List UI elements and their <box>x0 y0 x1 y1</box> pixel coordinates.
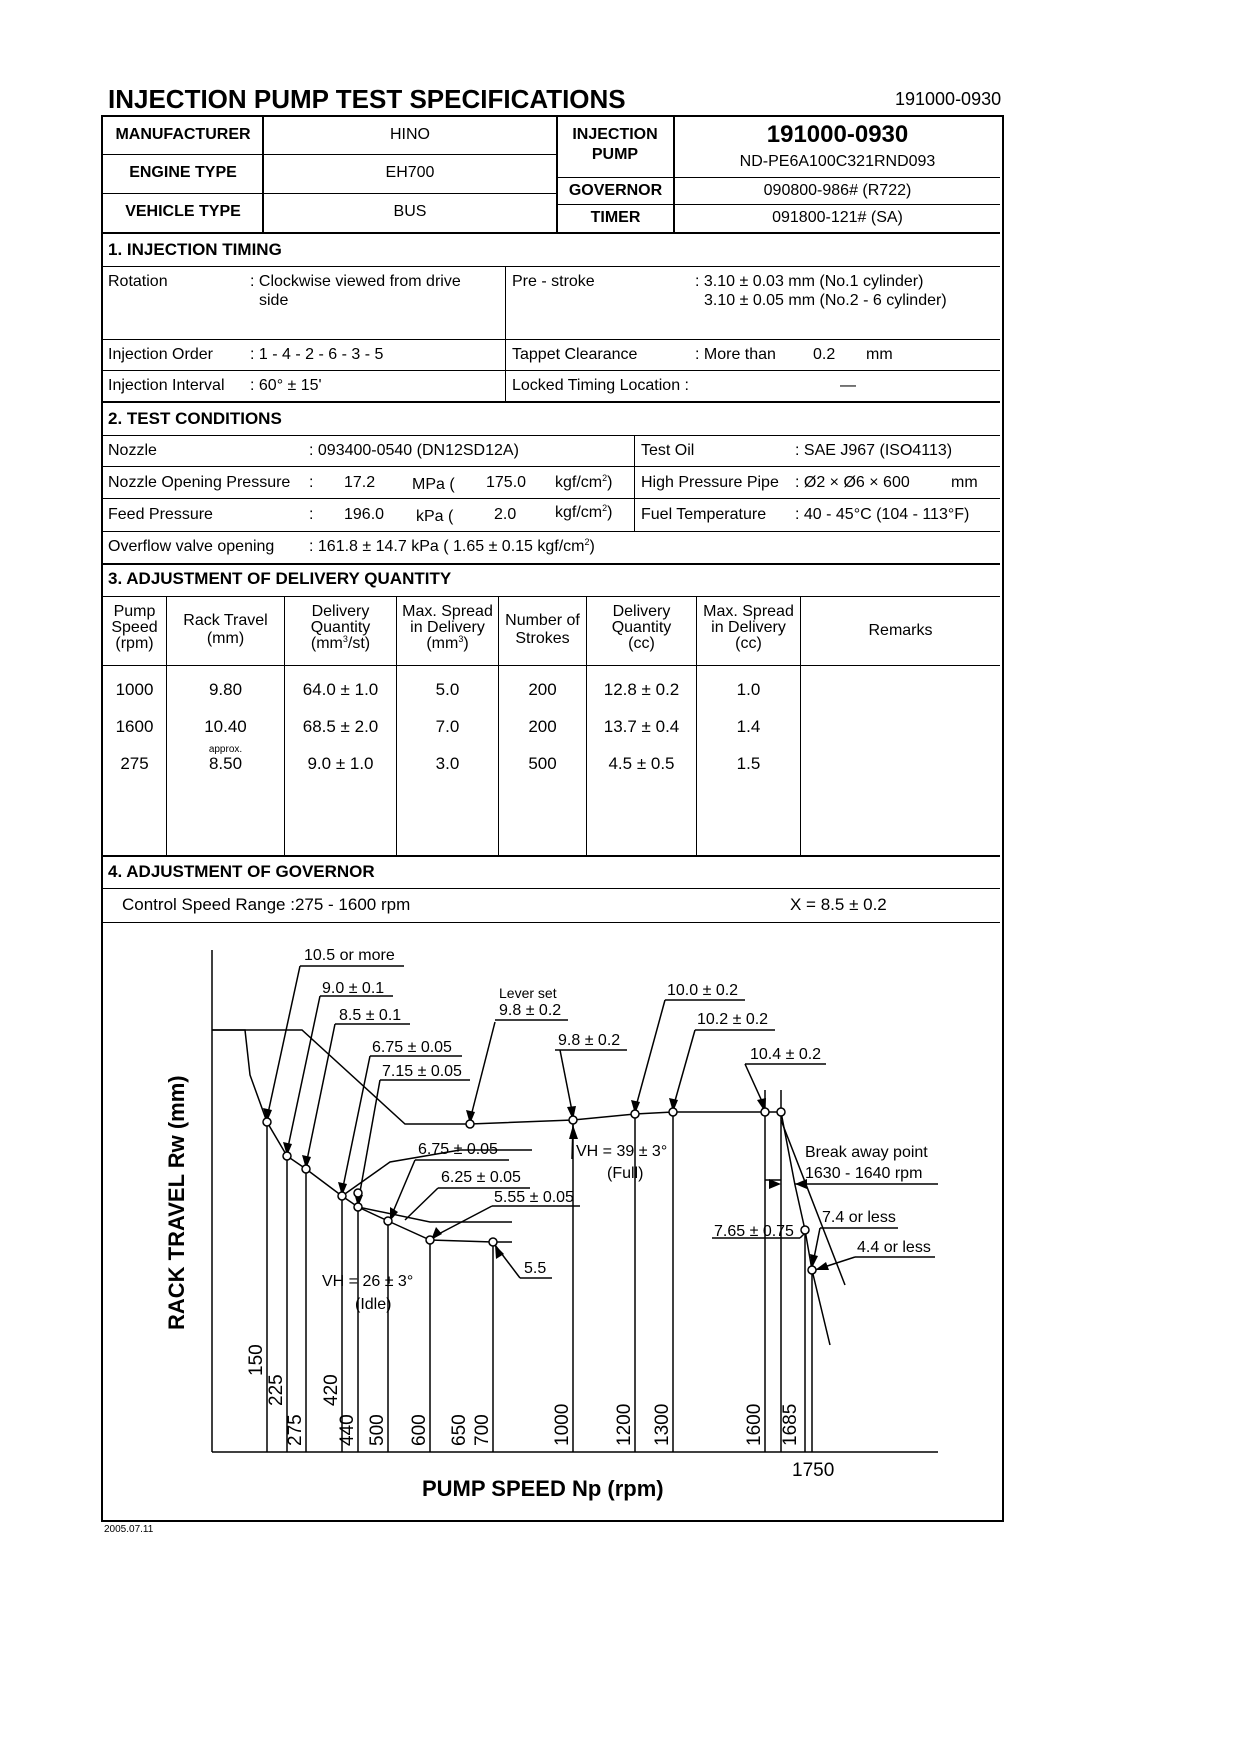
feed-pressure-label: Feed Pressure <box>108 506 213 523</box>
fuel-temperature-value: : 40 - 45°C (104 - 113°F) <box>795 506 970 523</box>
annotation-label: VH = 26 ± 3° <box>322 1273 414 1290</box>
high-pressure-pipe-unit: mm <box>951 474 978 491</box>
point-marker <box>283 1152 291 1160</box>
locked-timing-value: — <box>840 377 856 394</box>
unit-kgf-text: kgf/cm <box>555 504 603 521</box>
x-tick-label: 700 <box>472 1414 493 1446</box>
header-remarks: Remarks <box>868 622 933 639</box>
unit-kgf-close: ) <box>607 504 613 521</box>
rotation-value: : Clockwise viewed from drive <box>250 273 461 290</box>
x-value: X = 8.5 ± 0.2 <box>790 895 887 914</box>
document-code: 191000-0930 <box>895 89 1002 109</box>
x-tick-label: 600 <box>409 1414 430 1446</box>
y-axis-title: RACK TRAVEL Rw (mm) <box>164 1075 189 1330</box>
point-marker <box>354 1203 362 1211</box>
nop-colon: : <box>309 474 314 491</box>
prestroke-value-1: : 3.10 ± 0.03 mm (No.1 cylinder) <box>695 273 924 290</box>
pump-number: 191000-0930 <box>766 121 909 148</box>
point-marker <box>569 1116 577 1124</box>
annotation-label: 5.5 <box>524 1260 547 1277</box>
header-delivery-quantity-cc: Delivery Quantity (cc) <box>611 603 672 652</box>
high-pressure-pipe-value: : Ø2 × Ø6 × 600 <box>795 474 910 491</box>
point-marker <box>669 1108 677 1116</box>
injection-interval-label: Injection Interval <box>108 377 225 394</box>
feed-colon: : <box>309 506 314 523</box>
rotation-value-cont: side <box>259 292 289 309</box>
section3-title: 3. ADJUSTMENT OF DELIVERY QUANTITY <box>108 569 452 588</box>
annotation-label: 10.5 or more <box>304 947 395 964</box>
rotation-label: Rotation <box>108 273 168 290</box>
overflow-valve-text: : 161.8 ± 14.7 kPa ( 1.65 ± 0.15 kgf/cm <box>309 538 585 555</box>
x-tick-label: 1200 <box>614 1403 635 1446</box>
tappet-clearance-label: Tappet Clearance <box>512 346 638 363</box>
injection-pump-label: INJECTION PUMP <box>572 126 658 163</box>
injection-interval-value: : 60° ± 15' <box>250 377 322 394</box>
point-marker <box>801 1226 809 1234</box>
prestroke-label: Pre - stroke <box>512 273 595 290</box>
point-marker <box>466 1120 474 1128</box>
nozzle-value: : 093400-0540 (DN12SD12A) <box>309 442 519 459</box>
header-pump-speed: Pump Speed (rpm) <box>111 603 158 652</box>
header-delivery-quantity-mm3: Delivery Quantity $(mm^3/st)$ <box>310 603 371 652</box>
governor-value: 090800-986# (R722) <box>763 182 912 199</box>
tappet-clearance-more: : More than <box>695 346 776 363</box>
x-tick-label: 1300 <box>652 1403 673 1446</box>
x-tick-label: 440 <box>337 1414 358 1446</box>
section4-title: 4. ADJUSTMENT OF GOVERNOR <box>108 862 375 881</box>
x-tick-label: 1750 <box>792 1460 835 1481</box>
pump-model: ND-PE6A100C321RND093 <box>739 153 936 170</box>
table-row: 1600 10.40 68.5 ± 2.0 7.0 200 13.7 ± 0.4 1.4 <box>115 717 761 736</box>
section2-title: 2. TEST CONDITIONS <box>108 409 282 428</box>
x-tick-label: 500 <box>367 1414 388 1446</box>
feed-pressure-kpa: 196.0 <box>344 506 385 523</box>
unit-kgf-2: kgf/$cm^2$) <box>555 503 613 521</box>
table-row: 275 8.50 9.0 ± 1.0 3.0 500 4.5 ± 0.5 1.5 <box>120 754 761 773</box>
manufacturer-value: HINO <box>390 126 430 143</box>
tappet-clearance-value: 0.2 <box>813 346 836 363</box>
timer-value: 091800-121# (SA) <box>772 209 903 226</box>
nozzle-opening-pressure-mpa: 17.2 <box>344 474 376 491</box>
header-max-spread-mm3: Max. Spread in Delivery $(mm^3)$ <box>402 603 493 652</box>
prestroke-value-2: 3.10 ± 0.05 mm (No.2 - 6 cylinder) <box>704 292 947 309</box>
section1-title: 1. INJECTION TIMING <box>108 240 282 259</box>
vehicle-type-label: VEHICLE TYPE <box>125 203 241 220</box>
x-tick-label: 1600 <box>744 1403 765 1446</box>
annotation-label: 6.75 ± 0.05 <box>418 1141 498 1158</box>
engine-type-label: ENGINE TYPE <box>129 164 237 181</box>
annotation-label: VH = 39 ± 3° <box>576 1143 668 1160</box>
annotation-label: 7.4 or less <box>822 1209 896 1226</box>
test-oil-label: Test Oil <box>641 442 695 459</box>
injection-order-label: Injection Order <box>108 346 213 363</box>
test-oil-value: : SAE J967 (ISO4113) <box>795 442 953 459</box>
x-tick-label: 420 <box>321 1374 342 1406</box>
nozzle-label: Nozzle <box>108 442 157 459</box>
overflow-valve-close: ) <box>589 538 595 555</box>
x-axis-title: PUMP SPEED Np (rpm) <box>422 1476 664 1501</box>
unit-kgf-close: ) <box>607 474 613 491</box>
annotation-label: 8.5 ± 0.1 <box>339 1007 402 1024</box>
annotation-label: 9.0 ± 0.1 <box>322 980 385 997</box>
locked-timing-label: Locked Timing Location : <box>512 377 689 394</box>
annotation-label: 4.4 or less <box>857 1239 931 1256</box>
point-marker <box>761 1108 769 1116</box>
fuel-temperature-label: Fuel Temperature <box>641 506 767 523</box>
x-tick-label: 1000 <box>552 1403 573 1446</box>
x-tick-label: 1685 <box>780 1403 801 1446</box>
vehicle-type-value: BUS <box>393 203 427 220</box>
annotation-label: (Idle) <box>355 1296 392 1313</box>
point-marker <box>777 1108 785 1116</box>
annotation-label: 9.8 ± 0.2 <box>499 1002 562 1019</box>
x-tick-label: 275 <box>285 1414 306 1446</box>
x-tick-label: 225 <box>266 1374 287 1406</box>
annotation-label: Break away point <box>805 1144 928 1161</box>
annotation-label: 7.65 ± 0.75 <box>714 1223 794 1240</box>
inner-curve-2 <box>358 1207 512 1222</box>
x-tick-label: 150 <box>246 1344 267 1376</box>
point-marker <box>489 1238 497 1246</box>
point-marker <box>384 1217 392 1225</box>
page-title: INJECTION PUMP TEST SPECIFICATIONS <box>108 84 626 114</box>
annotation-label: Lever set <box>499 985 557 1001</box>
unit-mpa: MPa ( <box>412 476 455 493</box>
approx-label: approx. <box>208 744 243 755</box>
annotation-label: 10.2 ± 0.2 <box>697 1011 769 1028</box>
header-rack-travel: Rack Travel (mm) <box>183 612 268 647</box>
full-lever-curve <box>212 1030 512 1242</box>
header-number-of-strokes: Number of Strokes <box>505 612 580 647</box>
annotation-label: 9.8 ± 0.2 <box>558 1032 621 1049</box>
injection-order-value: : 1 - 4 - 2 - 6 - 3 - 5 <box>250 346 384 363</box>
nozzle-opening-pressure-label: Nozzle Opening Pressure <box>108 474 291 491</box>
point-marker <box>808 1266 816 1274</box>
footer-date: 2005.07.11 <box>104 1524 154 1535</box>
header-max-spread-cc: Max. Spread in Delivery (cc) <box>703 603 794 652</box>
x-tick-label: 650 <box>449 1414 470 1446</box>
governor-label: GOVERNOR <box>568 182 663 199</box>
overflow-valve-value: : 161.8 ± 14.7 kPa ( 1.65 ± 0.15 kgf/$cm^2$) <box>309 537 595 555</box>
point-marker <box>263 1118 271 1126</box>
annotation-label: 6.75 ± 0.05 <box>372 1039 452 1056</box>
high-pressure-pipe-label: High Pressure Pipe <box>641 474 779 491</box>
annotation-label: 10.0 ± 0.2 <box>667 982 739 999</box>
feed-pressure-kgf: 2.0 <box>494 506 517 523</box>
annotation-label: 5.55 ± 0.05 <box>494 1189 574 1206</box>
overflow-valve-label: Overflow valve opening <box>108 538 275 555</box>
point-marker <box>354 1189 362 1197</box>
unit-kgf-text: kgf/cm <box>555 474 603 491</box>
table-row: 1000 9.80 64.0 ± 1.0 5.0 200 12.8 ± 0.2 1.0 <box>115 680 761 699</box>
annotation-label: (Full) <box>607 1165 644 1182</box>
manufacturer-label: MANUFACTURER <box>115 126 251 143</box>
nozzle-opening-pressure-kgf: 175.0 <box>486 474 527 491</box>
timer-label: TIMER <box>590 209 641 226</box>
annotation-label: 6.25 ± 0.05 <box>441 1169 521 1186</box>
annotation-label: 7.15 ± 0.05 <box>382 1063 462 1080</box>
point-marker <box>338 1192 346 1200</box>
annotation-label: 10.4 ± 0.2 <box>750 1046 822 1063</box>
annotation-label: 1630 - 1640 rpm <box>805 1165 923 1182</box>
unit-kpa: kPa ( <box>416 508 454 525</box>
point-marker <box>302 1165 310 1173</box>
tappet-clearance-unit: mm <box>866 346 893 363</box>
control-speed-range: Control Speed Range :275 - 1600 rpm <box>122 895 411 914</box>
engine-type-value: EH700 <box>385 164 435 181</box>
unit-kgf-1: kgf/$cm^2$) <box>555 473 613 491</box>
point-marker <box>631 1110 639 1118</box>
point-marker <box>426 1236 434 1244</box>
